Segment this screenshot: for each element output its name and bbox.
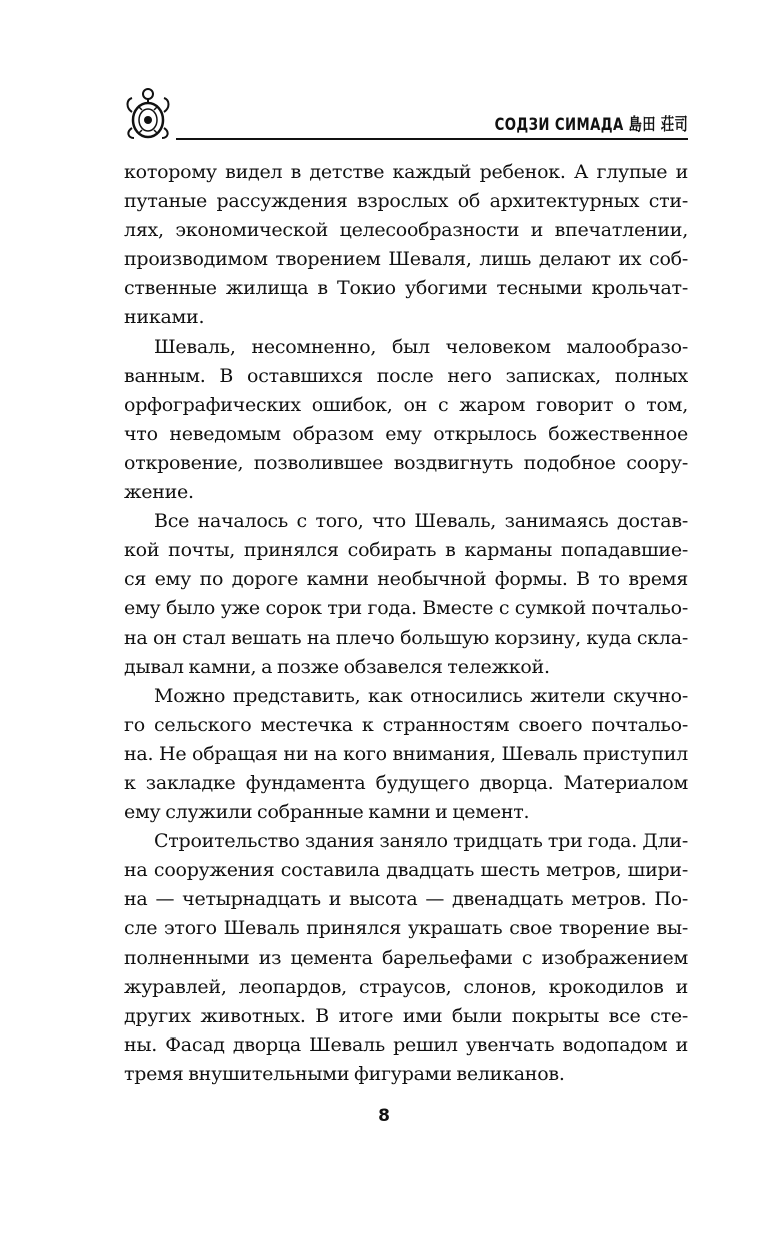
- paragraph: [124, 507, 688, 682]
- body-text: [124, 158, 688, 1089]
- paragraph: [124, 333, 688, 508]
- text-line: путаные рассуждения взрослых об архитектурных сти-: [124, 190, 688, 213]
- text-line: производимом творением Шеваля, лишь делают их соб-: [124, 248, 688, 271]
- text-line: ся ему по дороге камни необычной формы. В то время: [124, 568, 688, 591]
- text-line: тремя внушительными фигурами великанов.: [124, 1062, 565, 1085]
- text-line: го сельского местечка к странностям своего почтальо-: [124, 713, 688, 736]
- header-rule: [176, 138, 688, 140]
- text-line: никами.: [124, 306, 205, 329]
- text-line: к закладке фундамента будущего дворца. Материалом: [124, 771, 688, 794]
- paragraph: [124, 827, 688, 1089]
- text-line: журавлей, леопардов, страусов, слонов, крокодилов и: [124, 975, 688, 998]
- page-number: 8: [378, 1106, 390, 1126]
- paragraph: [124, 682, 688, 827]
- text-line: ны. Фасад дворца Шеваль решил увенчать водопадом и: [124, 1033, 688, 1056]
- text-line: Шеваль, несомненно, был человеком малообразо-: [154, 335, 688, 358]
- text-line: ственные жилища в Токио убогими тесными крольчат-: [124, 277, 688, 300]
- ornamental-emblem-icon: [124, 84, 172, 142]
- text-line: сле этого Шеваль принялся украшать свое творение вы-: [124, 917, 688, 940]
- text-line: ему было уже сорок три года. Вместе с сумкой почтальо-: [124, 597, 688, 620]
- text-line: кой почты, принялся собирать в карманы попадавшие-: [124, 539, 688, 562]
- text-line: на он стал вешать на плечо большую корзину, куда скла-: [124, 626, 688, 649]
- text-line: других животных. В итоге ими были покрыты все сте-: [124, 1004, 688, 1027]
- text-line: что неведомым образом ему открылось божественное: [124, 422, 688, 445]
- text-line: которому видел в детстве каждый ребенок. А глупые и: [124, 161, 688, 183]
- text-line: полненными из цемента барельефами с изображением: [124, 946, 688, 969]
- text-line: на. Не обращая ни на кого внимания, Шеваль приступил: [124, 742, 688, 765]
- text-line: на — четырнадцать и высота — двенадцать метров. По-: [124, 888, 688, 911]
- text-line: откровение, позволившее воздвигнуть подобное соору-: [124, 451, 688, 474]
- text-line: ему служили собранные камни и цемент.: [124, 801, 530, 824]
- header-title: СОДЗИ СИМАДА 島田 荘司: [494, 115, 688, 135]
- text-line: Можно представить, как относились жители скучно-: [154, 684, 688, 707]
- text-line: ванным. В оставшихся после него записках, полных: [124, 364, 688, 387]
- text-line: лях, экономической целесообразности и впечатлении,: [124, 219, 688, 242]
- paragraph: [124, 158, 688, 333]
- text-line: жение.: [124, 481, 194, 504]
- text-line: на сооружения составила двадцать шесть метров, шири-: [124, 859, 688, 882]
- running-header: [124, 84, 688, 144]
- text-line: дывал камни, а позже обзавелся тележкой.: [124, 655, 550, 678]
- text-line: Все началось с того, что Шеваль, занимаясь достав-: [154, 510, 688, 533]
- text-line: орфографических ошибок, он с жаром говорит о том,: [124, 393, 688, 416]
- text-line: Строительство здания заняло тридцать три года. Дли-: [154, 830, 688, 853]
